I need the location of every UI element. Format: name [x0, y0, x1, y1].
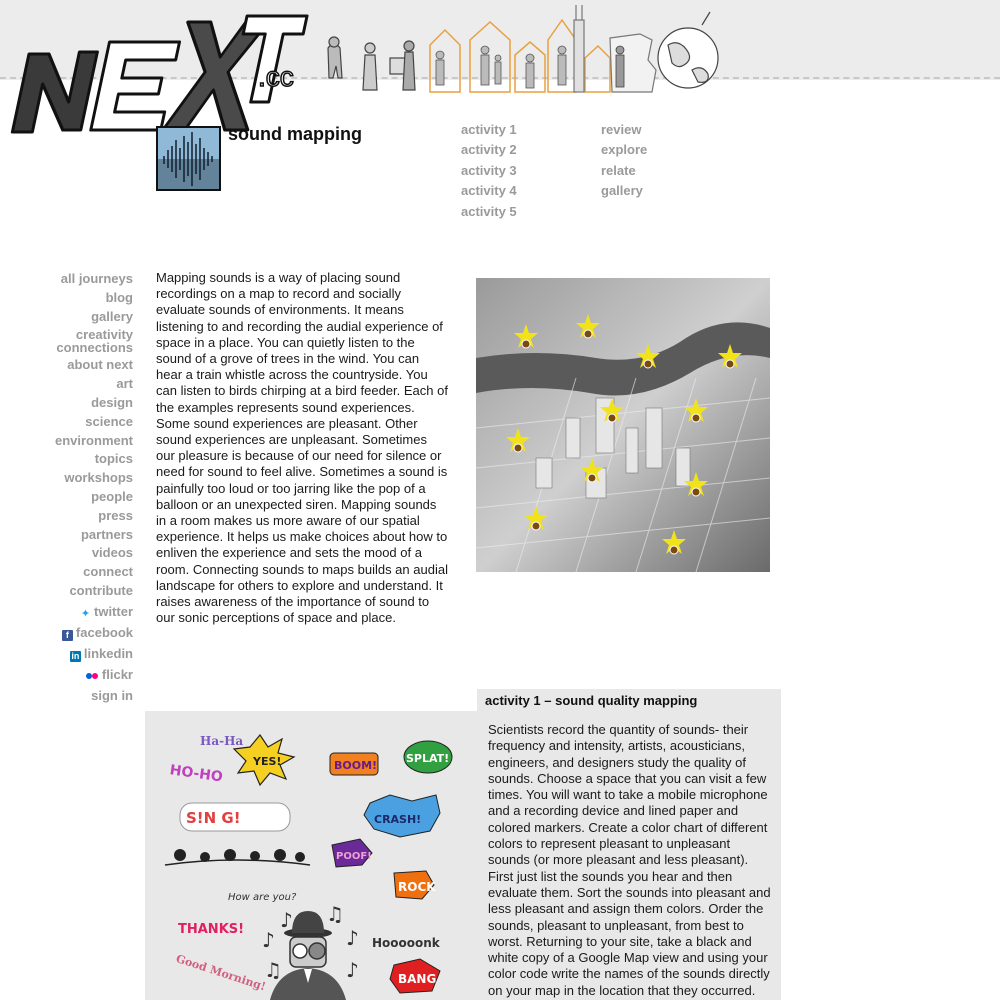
section-nav: [601, 120, 647, 202]
left-nav-videos[interactable]: videos: [91, 545, 133, 561]
facebook-label: facebook: [75, 624, 133, 640]
left-nav-contribute[interactable]: contribute: [69, 582, 133, 598]
skyline-illustration: [310, 0, 730, 118]
left-nav-art[interactable]: art: [116, 376, 133, 392]
left-nav-topics[interactable]: topics: [94, 451, 133, 467]
left-nav-workshops[interactable]: workshops: [64, 470, 133, 486]
comic-word-crash: CRASH!: [374, 813, 422, 826]
svg-text:.cc: .cc: [258, 61, 294, 92]
activity-nav: [461, 120, 517, 222]
left-nav-sign-in[interactable]: sign in: [91, 687, 133, 703]
page-title: sound mapping: [228, 124, 362, 144]
left-nav-environment[interactable]: environment: [54, 432, 133, 448]
comic-word-thanks: THANKS!: [178, 922, 245, 937]
svg-text:♫: ♫: [264, 958, 282, 982]
svg-text:♪: ♪: [346, 926, 359, 950]
linkedin-label: linkedin: [83, 645, 133, 661]
activity-title: activity 1 – sound quality mapping: [485, 693, 698, 708]
facebook-icon: f: [62, 630, 73, 641]
linkedin-icon: in: [71, 650, 80, 661]
left-nav-about-next[interactable]: about next: [67, 357, 133, 373]
comic-word-bang: BANG: [398, 972, 437, 986]
nav-review[interactable]: review: [601, 122, 642, 137]
nav-activity-2[interactable]: activity 2: [461, 142, 517, 158]
left-nav-twitter[interactable]: [40, 601, 133, 622]
left-nav-connect[interactable]: connect: [83, 564, 133, 580]
left-nav-people[interactable]: people: [91, 488, 133, 504]
comic-word-hoooonk: Hooooonk: [372, 936, 440, 950]
twitter-icon: ✦: [80, 607, 91, 620]
comic-word-how-are-you: How are you?: [228, 892, 297, 903]
flickr-label: flickr: [101, 666, 133, 682]
nav-gallery[interactable]: gallery: [601, 183, 643, 199]
activity-text: Scientists record the quantity of sounds- their frequency and intensity, artists, acousticians, engineers, and designers study the quality of sounds. Choose a space that you can visit a few times. You will want to take a mobile microphone and a recording device and lined paper and colored markers. Create a color chart of different colors to represent pleasant to unpleasant sounds (or more pleasant and less pleasant). First just list the sounds you hear and then evaluate them. Sort the sounds into pleasant and less pleasant and assign them colors. Order the sounds, pleasant to unpleasant, from best to worst. Returning to your site, take a black and white copy of a Google Map view and using your color code write the names of the sounds directly on your map in the location that they occurred.: [488, 722, 771, 998]
nav-activity-5[interactable]: activity 5: [461, 203, 517, 219]
comic-word-rock: ROCK: [398, 880, 436, 894]
svg-text:♪: ♪: [346, 958, 359, 982]
header-banner: [0, 0, 1000, 140]
left-nav: [40, 270, 133, 706]
nav-activity-1[interactable]: activity 1: [461, 122, 517, 137]
nav-activity-3[interactable]: activity 3: [461, 162, 517, 178]
left-nav-linkedin[interactable]: [40, 643, 133, 664]
left-nav-press[interactable]: press: [98, 507, 133, 523]
comic-word-boom: BOOM!: [334, 759, 378, 772]
left-nav-all-journeys[interactable]: all journeys: [60, 271, 133, 286]
left-nav-flickr[interactable]: [40, 664, 133, 685]
comic-word-poof: POOF!: [336, 851, 372, 862]
comic-word-sing: S!N G!: [186, 809, 241, 827]
svg-text:♪: ♪: [280, 908, 293, 932]
next-logo[interactable]: [10, 2, 310, 137]
comic-word-splat: SPLAT!: [406, 752, 450, 765]
sound-wave-thumbnail: [156, 126, 221, 191]
svg-text:♪: ♪: [262, 928, 275, 952]
twitter-label: twitter: [94, 603, 133, 619]
comic-word-ho-ho: HO-HO: [168, 762, 224, 786]
city-sound-map-image: [476, 278, 770, 572]
comic-word-ha-ha: Ha-Ha: [200, 734, 244, 748]
comic-word-good-morning: Good Morning!: [174, 952, 268, 994]
intro-paragraph: Mapping sounds is a way of placing sound recordings on a map to record and socially evaluate sounds of environments. It means listening to and recording the audial experience of space in a place. You can quietly listen to the sound of a grove of trees in the wind. You can hear a train whistle across the countryside. You can listen to birds chirping at a bird feeder. Each of the examples represents sound experiences. Some sound experiences are pleasant. Other sound experiences are unpleasant. Sometimes our pleasure is because of our need for silence or need for sound to feel alive. Sometimes a sound is painfully too loud or too jarring like the pop of a balloon or an unexpected siren. Mapping sounds in a room makes us more aware of our spatial experience. It helps us make choices about how to enliven the experience and sets the mood of a room. Connecting sounds to maps builds an audial landscape for others to explore and understand. It raises awareness of the importance of sound to our sonic perceptions of space and place.: [156, 270, 448, 626]
left-nav-design[interactable]: design: [91, 394, 133, 410]
left-nav-facebook[interactable]: [40, 622, 133, 643]
left-nav-blog[interactable]: blog: [105, 289, 133, 305]
left-nav-partners[interactable]: partners: [80, 526, 133, 542]
comic-word-yes: YES!: [253, 755, 282, 768]
svg-text:♫: ♫: [326, 902, 344, 926]
left-nav-gallery[interactable]: gallery: [91, 308, 133, 324]
flickr-icon: [85, 672, 99, 683]
comic-sound-words-illustration: [150, 715, 460, 1000]
nav-explore[interactable]: explore: [601, 142, 648, 158]
left-nav-science[interactable]: science: [85, 413, 133, 429]
nav-relate[interactable]: relate: [601, 162, 636, 178]
nav-activity-4[interactable]: activity 4: [461, 183, 517, 199]
left-nav-creativity-connections[interactable]: creativity connections: [56, 327, 133, 355]
